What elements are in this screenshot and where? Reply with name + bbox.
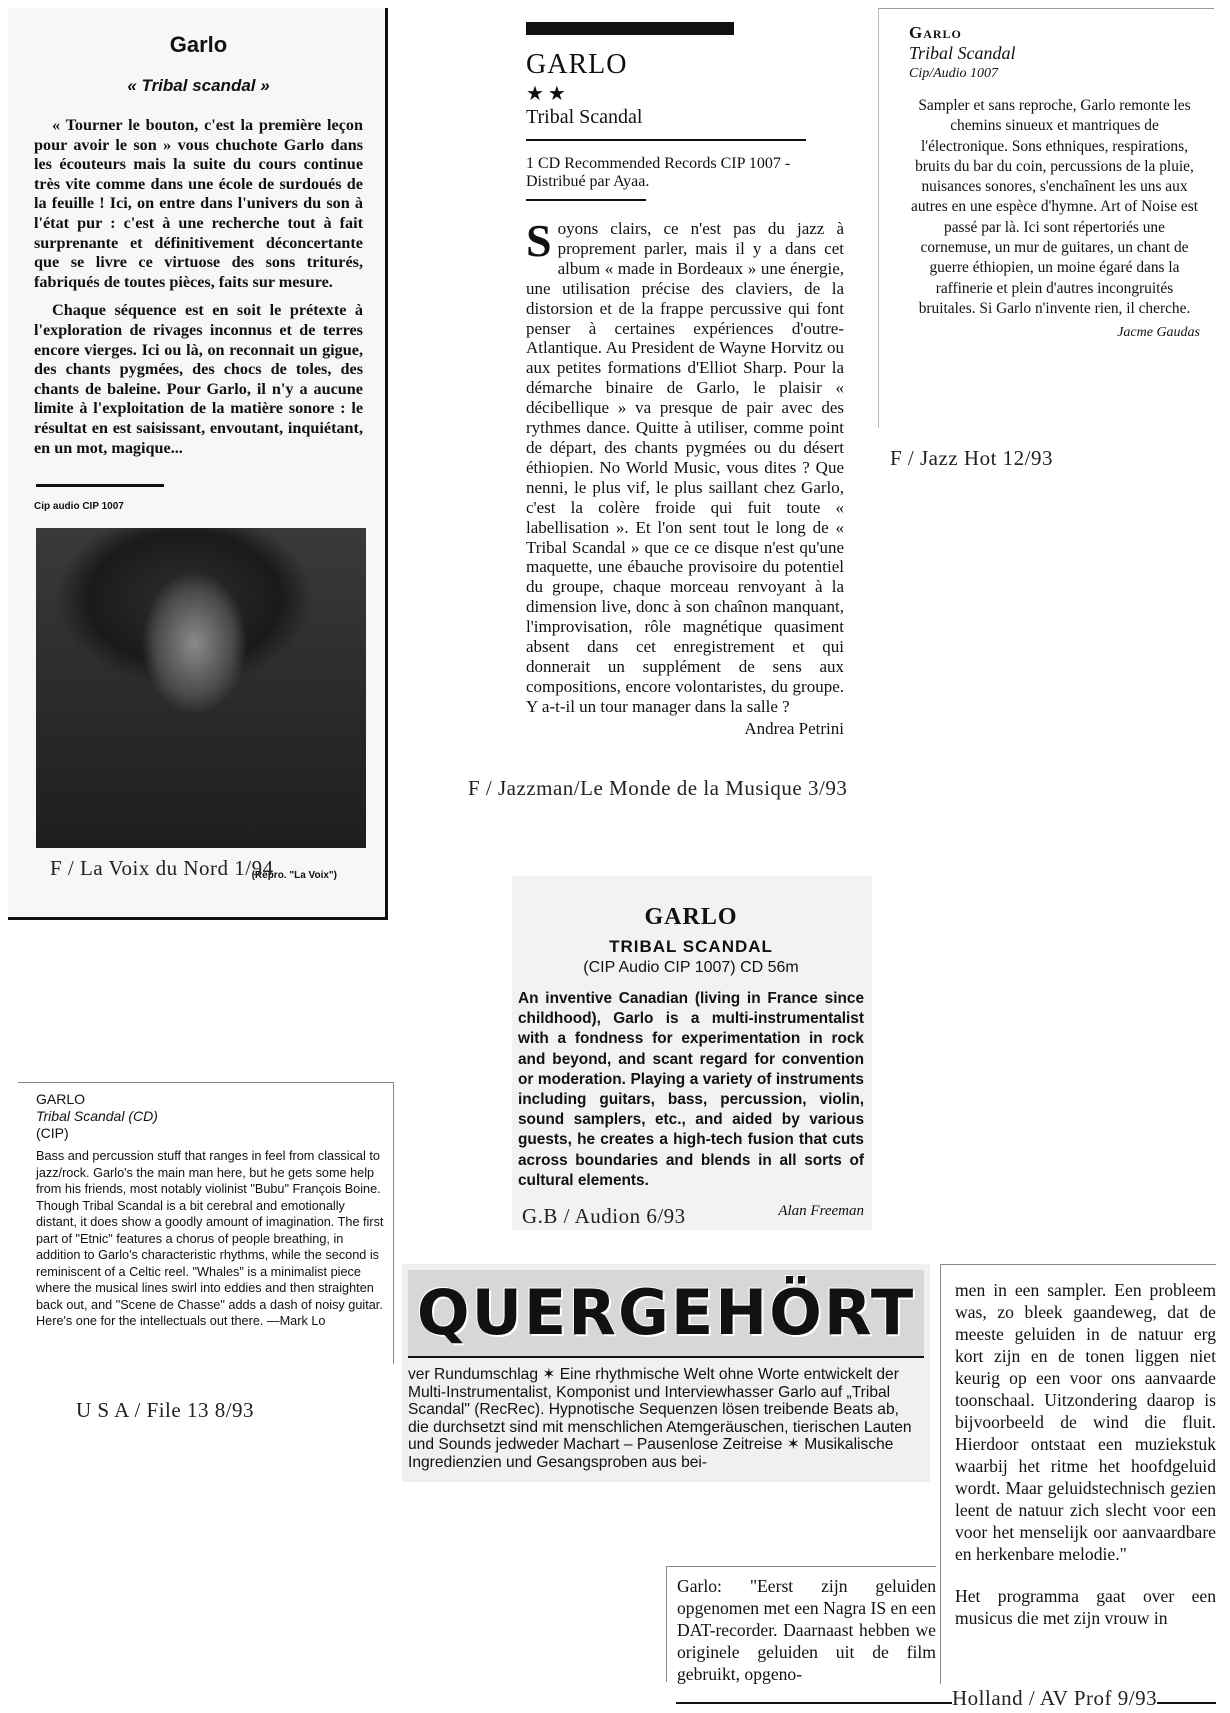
- album-title: Tribal Scandal: [526, 106, 643, 128]
- author: Alan Freeman: [778, 1203, 864, 1220]
- catalog-number: Cip audio CIP 1007: [34, 501, 124, 513]
- album-title: Tribal Scandal: [909, 43, 1016, 63]
- rating-stars: ★★: [526, 83, 570, 105]
- dutch-column: [940, 1264, 1216, 1684]
- column-text: [955, 1279, 1216, 1629]
- album-title: TRIBAL SCANDAL: [609, 937, 773, 956]
- drop-cap: S: [526, 215, 552, 266]
- review-title: GARLO: [36, 1091, 86, 1107]
- source-label: U S A / File 13 8/93: [76, 1398, 255, 1422]
- photo-credit: (Repro. "La Voix"): [251, 870, 337, 882]
- paragraph: Chaque séquence est en soit le prétexte à l'exploration de rivages inconnus et de terres encore vierges. Ici ou là, on reconnait un gigue, des chants pygmées, des chocs de toles, des chants de baleine. Pour Garlo, il n'y a aucune limite à l'exploitation de la matière sonore : le résultat en est saisissant, envoutant, inquiétant, en un mot, magique...: [34, 301, 363, 457]
- divider: [526, 199, 646, 201]
- review-body: [526, 215, 844, 739]
- review-audion: [512, 876, 872, 1230]
- dutch-quote: [666, 1566, 936, 1682]
- review-body: [34, 116, 363, 458]
- paragraph: Het programma gaat over een musicus die met zijn vrouw in: [955, 1586, 1216, 1628]
- source-label: F / Jazzman/Le Monde de la Musique 3/93: [468, 776, 848, 800]
- catalog-info: (CIP Audio CIP 1007) CD 56m: [583, 959, 799, 976]
- artist-photo: [36, 528, 366, 848]
- author: Jacme Gaudas: [1117, 325, 1200, 341]
- review-body: Sampler et sans reproche, Garlo remonte les chemins sinueux et mantriques de l'électronique. Sons ethniques, respirations, bruits du bar du coin, percussions de la pluie, nuisances sonores, s'enchaînent les uns aux autres en une espèce d'hymne. Art of Noise est passé par là. Ici sont répertoriés une cornemuse, un mur de guitares, un chant de guerre éthiopien, un moine égaré dans la raffinerie et plein d'autres incongruités bruitales. Si Garlo n'invente rien, il cherche.: [911, 97, 1198, 317]
- review-av-prof: [402, 1264, 930, 1482]
- review-title: Garlo: [169, 32, 228, 57]
- source-label: G.B / Audion 6/93: [522, 1204, 686, 1228]
- source-label: Holland / AV Prof 9/93: [952, 1686, 1158, 1710]
- divider: [526, 139, 806, 141]
- album-title: « Tribal scandal »: [127, 76, 270, 95]
- source-label: F / Jazz Hot 12/93: [890, 446, 1053, 470]
- catalog-info: 1 CD Recommended Records CIP 1007 - Distribué par Ayaa.: [526, 155, 791, 190]
- review-title: GARLO: [526, 49, 628, 80]
- review-file-13: [18, 1082, 394, 1364]
- paragraph: « Tourner le bouton, c'est la première leçon pour avoir le son » vous chuchote Garlo dans les écouteurs mais la suite du cours continue très vite comme dans une école de surdoués de la feuille ! Ici, on entre dans l'univers du son à l'état pur : c'est à une recherche tout à fait surprenante et définitivement déconcertante que se livre ce virtuose des sons triturés, fabriqués de toutes pièces, faits sur mesure.: [34, 116, 363, 291]
- headline: QUERGEHÖRT: [408, 1270, 924, 1358]
- source-label: F / La Voix du Nord 1/94: [50, 856, 274, 880]
- review-body: Bass and percussion stuff that ranges in feel from classical to jazz/rock. Garlo's the main man here, but he gets some help from his friends, most notably violinist "Bubu" François Boine. Though Tribal Scandal is a bit cerebral and emotionally distant, it does show a goodly amount of imagination. The first part of "Etnic" features a chorus of people breathing, in addition to Garlo's characteristic rhythms, while the second is reminiscent of a Celtic reel. "Whales" is a minimalist piece where the musical lines swirl into eddies and then straighten back out, and "Scene de Chasse" adds a dash of noisy guitar. Here's one for the intellectuals out there. —Mark Lo: [36, 1149, 384, 1328]
- review-title: GARLO: [644, 904, 738, 930]
- album-title: Tribal Scandal (CD): [36, 1108, 158, 1124]
- quote-text: Garlo: "Eerst zijn geluiden opgenomen met een Nagra IS en een DAT-recorder. Daarnaast hebben we originele geluiden uit de film gebruikt, opgeno-: [677, 1576, 936, 1684]
- review-body: ver Rundumschlag ✶ Eine rhythmische Welt ohne Worte entwickelt der Multi-Instrumentalist, Komponist und Interviewhasser Garlo auf „Tribal Scandal" (RecRec). Hypnotische Sequenzen lösen treibende Beats ab, die durchsetzt sind mit menschlichen Atemgeräuschen, tierischen Lauten und Sounds jedweder Machart – Pausenlose Zeitreise ✶ Musikalische Ingredienzien und Gesangsproben aus bei-: [408, 1366, 912, 1471]
- divider: [36, 484, 164, 487]
- review-body: An inventive Canadian (living in France since childhood), Garlo is a multi-instrumentalist with a fondness for experimentation in rock and beyond, and scant regard for convention or moderation. Playing a variety of instruments including guitars, bass, percussion, violin, sound samplers, etc., and aided by various guests, he creates a high-tech fusion that cuts across boundaries and blends in all sorts of cultural elements.: [518, 990, 864, 1189]
- label-name: (CIP): [36, 1125, 69, 1141]
- review-title: Garlo: [909, 23, 962, 42]
- paragraph: men in een sampler. Een probleem was, zo bleek gaandeweg, dat de meeste geluiden in de natuur erg kort zijn en de tonen liggen niet keurig op een voor ons aanvaarde toonschaal. Uitzondering daarop is bijvoorbeeld de wind die fluit. Hierdoor ontstaat een muziekstuk waarbij het ritme het hoofdgeluid wordt. Maar geluidstechnisch gezien leent de natuur zich slecht voor een voor het menselijk oor aanvaardbare en herkenbare melodie.": [955, 1280, 1216, 1564]
- review-la-voix-du-nord: [8, 8, 388, 920]
- author: Andrea Petrini: [744, 718, 844, 738]
- header-bar: [526, 22, 734, 35]
- review-jazz-hot: [878, 8, 1214, 428]
- body-text: oyons clairs, ce n'est pas du jazz à proprement parler, mais il y a dans cet album « made in Bordeaux » une énergie, une utilisation précise des claviers, de la distorsion et de la frappe percussive qui font penser à certaines expériences d'outre-Atlantique. Au President de Wayne Horvitz ou aux petites formations d'Elliot Sharp. Pour la démarche binaire de Garlo, le plaisir « décibellique » va presque de pair avec des rythmes dance. Quitte à utiliser, comme point de départ, des chants pygmées ou du désert éthiopien. No World Music, vous dites ? Que nenni, le plus vif, le plus saillant chez Garlo, c'est la colère froide qui fuit toute « labellisation ». Et l'on sent tout le long de « Tribal Scandal » que ce ce disque n'est qu'une maquette, une ébauche provisoire du potentiel du groupe, chaque morceau renvoyant à la dimension live, donc à son chaînon manquant, l'improvisation, rôle magnétique quasiment absent dans cet enregistrement et qui donnerait un supplément de sens aux compositions, encore volontaristes, du groupe. Y a-t-il un tour manager dans la salle ?: [526, 219, 844, 716]
- catalog-number: Cip/Audio 1007: [909, 66, 999, 81]
- review-jazzman: [514, 22, 848, 848]
